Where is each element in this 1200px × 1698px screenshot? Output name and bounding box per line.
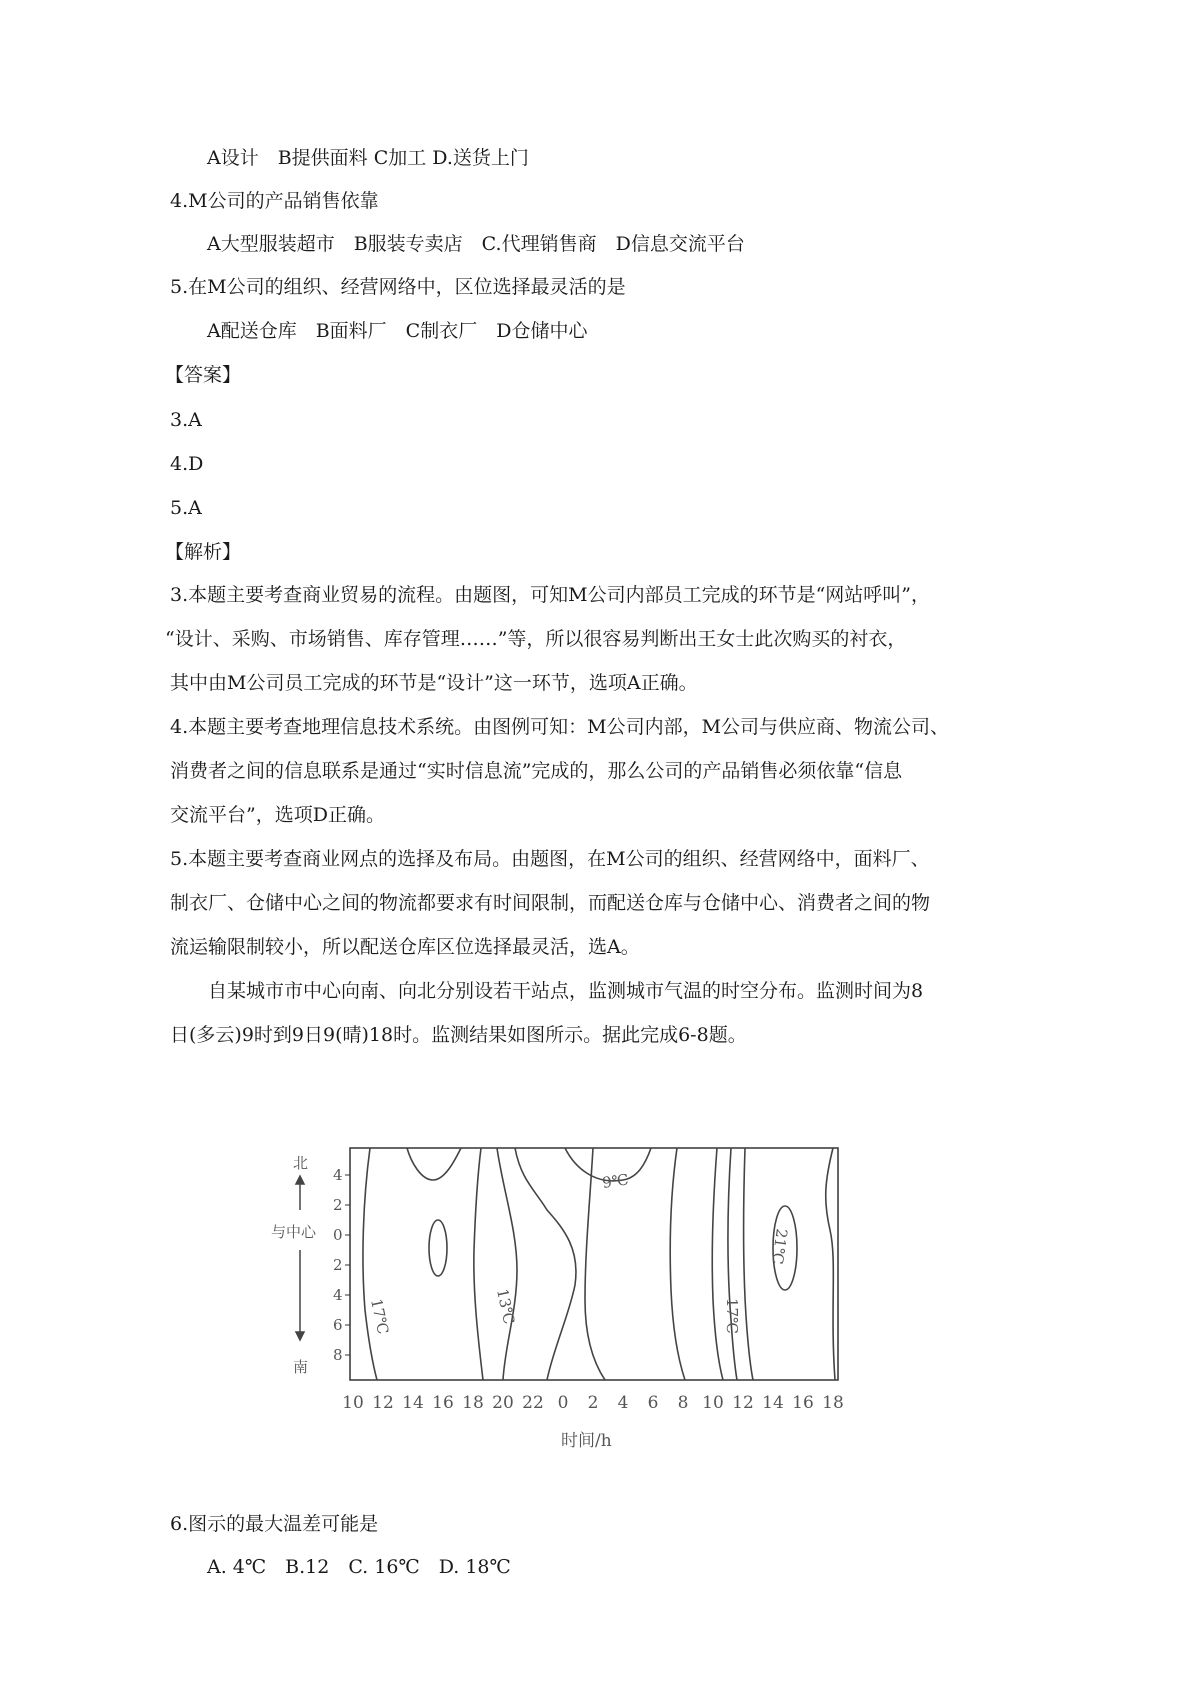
y-tick-label: 0 xyxy=(333,1226,343,1244)
plot-frame xyxy=(350,1148,838,1380)
y-tick-label: 4 xyxy=(333,1166,343,1184)
intro-line: 日(多云)9时到9日9(晴)18时。监测结果如图所示。据此完成6-8题。 xyxy=(170,1024,747,1046)
q5-stem: 5.在M公司的组织、经营网络中，区位选择最灵活的是 xyxy=(170,276,626,298)
analysis-line: 3.本题主要考查商业贸易的流程。由题图，可知M公司内部员工完成的环节是“网站呼叫”， xyxy=(170,584,931,606)
isotherm-label: 13℃ xyxy=(493,1287,519,1326)
q6-stem: 6.图示的最大温差可能是 xyxy=(170,1513,379,1535)
isotherm-line xyxy=(712,1148,723,1380)
x-tick-label: 4 xyxy=(617,1393,629,1413)
x-tick-label: 16 xyxy=(432,1393,454,1413)
y-tick-label: 6 xyxy=(333,1316,343,1334)
answer-item: 5.A xyxy=(170,497,202,519)
x-tick-label: 20 xyxy=(492,1393,514,1413)
y-arrow-down xyxy=(296,1250,304,1340)
x-tick-label: 10 xyxy=(702,1393,724,1413)
analysis-line: 制衣厂、仓储中心之间的物流都要求有时间限制，而配送仓库与仓储中心、消费者之间的物 xyxy=(170,892,931,914)
x-tick-label: 12 xyxy=(372,1393,394,1413)
isotherm-line xyxy=(515,1148,576,1380)
y-label-south: 南 xyxy=(293,1358,309,1376)
x-tick-label: 12 xyxy=(732,1393,754,1413)
analysis-line: 5.本题主要考查商业网点的选择及布局。由题图，在M公司的组织、经营网络中，面料厂、 xyxy=(170,848,930,870)
isotherm-label: 9℃ xyxy=(601,1170,630,1192)
q5-options: A配送仓库 B面料厂 C制衣厂 D仓储中心 xyxy=(207,320,588,342)
intro-line: 自某城市市中心向南、向北分别设若干站点，监测城市气温的时空分布。监测时间为8 xyxy=(170,980,924,1002)
analysis-line: 交流平台”，选项D正确。 xyxy=(170,804,385,826)
isotherm-label: 17℃ xyxy=(723,1298,741,1334)
isotherm-line xyxy=(363,1148,377,1380)
isotherm-chart xyxy=(271,1140,925,1460)
y-tick-label: 2 xyxy=(333,1196,343,1214)
isotherms xyxy=(363,1148,835,1380)
analysis-heading: 【解析】 xyxy=(165,541,242,563)
y-tick-label: 4 xyxy=(333,1286,343,1304)
isotherm-line xyxy=(744,1148,753,1380)
isotherm-line xyxy=(497,1148,517,1380)
isotherm-line xyxy=(826,1148,835,1380)
x-tick-label: 6 xyxy=(647,1393,659,1413)
x-tick-label: 0 xyxy=(557,1393,569,1413)
isotherm-line xyxy=(728,1148,737,1380)
analysis-line: 流运输限制较小，所以配送仓库区位选择最灵活，选A。 xyxy=(170,936,640,958)
x-tick-label: 18 xyxy=(822,1393,844,1413)
answer-heading: 【答案】 xyxy=(165,364,242,386)
x-tick-label: 14 xyxy=(402,1393,424,1413)
analysis-line: 其中由M公司员工完成的环节是“设计”这一环节，选项A正确。 xyxy=(170,672,698,694)
y-arrow-up xyxy=(296,1176,304,1210)
isotherm-label: 17℃ xyxy=(367,1297,393,1336)
isotherm-line xyxy=(474,1148,483,1380)
isotherm-line xyxy=(407,1148,461,1180)
x-tick-label: 16 xyxy=(792,1393,814,1413)
analysis-line: 消费者之间的信息联系是通过“实时信息流”完成的，那么公司的产品销售必须依靠“信息 xyxy=(170,760,903,782)
answer-item: 4.D xyxy=(170,453,204,475)
x-tick-label: 2 xyxy=(587,1393,599,1413)
x-tick-label: 22 xyxy=(522,1393,544,1413)
q4-stem: 4.M公司的产品销售依靠 xyxy=(170,190,379,212)
y-tick-label: 8 xyxy=(333,1346,343,1364)
x-axis-label: 时间/h xyxy=(561,1431,612,1451)
isotherm-line xyxy=(670,1148,685,1380)
y-tick-label: 2 xyxy=(333,1256,343,1274)
y-label-center: 与中心 xyxy=(271,1223,317,1241)
y-label-north: 北 xyxy=(293,1154,309,1172)
x-ticks xyxy=(342,1393,844,1413)
x-tick-label: 10 xyxy=(342,1393,364,1413)
q6-options: A. 4℃ B.12 C. 16℃ D. 18℃ xyxy=(207,1556,511,1578)
q3-options: A设计 B提供面料 C加工 D.送货上门 xyxy=(207,147,529,169)
x-tick-label: 8 xyxy=(677,1393,689,1413)
isotherm-line xyxy=(429,1220,447,1276)
x-tick-label: 18 xyxy=(462,1393,484,1413)
y-ticks xyxy=(333,1166,350,1364)
isotherm-label: 21℃ xyxy=(768,1227,791,1266)
analysis-line: “设计、采购、市场销售、库存管理……”等，所以很容易判断出王女士此次购买的衬衣， xyxy=(165,628,907,650)
x-tick-label: 14 xyxy=(762,1393,784,1413)
q4-options: A大型服装超市 B服装专卖店 C.代理销售商 D信息交流平台 xyxy=(207,233,745,255)
analysis-line: 4.本题主要考查地理信息技术系统。由图例可知：M公司内部，M公司与供应商、物流公司、 xyxy=(170,716,950,738)
answer-item: 3.A xyxy=(170,409,202,431)
